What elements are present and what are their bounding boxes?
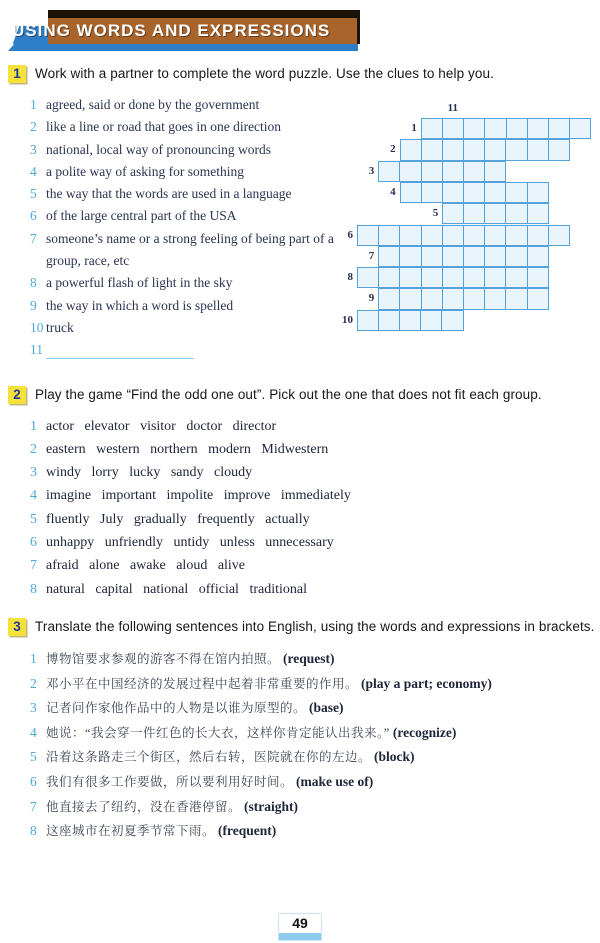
puzzle-cell[interactable] xyxy=(442,226,463,245)
sentence-number: 4 xyxy=(30,724,37,740)
puzzle-cell[interactable] xyxy=(505,183,526,202)
puzzle-cell[interactable] xyxy=(420,311,441,330)
sentence-number: 2 xyxy=(30,675,37,691)
puzzle-cell[interactable] xyxy=(441,311,462,330)
puzzle-cell[interactable] xyxy=(463,289,484,308)
puzzle-cell[interactable] xyxy=(484,226,505,245)
puzzle-cell[interactable] xyxy=(442,289,463,308)
puzzle-cell[interactable] xyxy=(569,119,590,138)
sentence-chinese: 这座城市在初夏季节常下雨。 xyxy=(46,824,216,839)
puzzle-cell[interactable] xyxy=(484,247,505,266)
clue-text: a polite way of asking for something xyxy=(46,163,244,179)
list-item xyxy=(30,295,360,317)
puzzle-cell[interactable] xyxy=(505,289,526,308)
puzzle-cell[interactable] xyxy=(421,226,442,245)
clue-number: 11 xyxy=(30,342,43,358)
puzzle-cell[interactable] xyxy=(505,204,526,223)
sentence-chinese: 邓小平在中国经济的发展过程中起着非常重要的作用。 xyxy=(46,676,359,691)
puzzle-cell[interactable] xyxy=(527,183,548,202)
puzzle-vertical-number: 11 xyxy=(447,102,459,114)
crossword-grid xyxy=(330,98,598,348)
puzzle-cell[interactable] xyxy=(484,119,505,138)
list-item xyxy=(30,317,360,339)
puzzle-row-7[interactable] xyxy=(378,246,548,267)
section3-instruction: Translate the following sentences into English, using the words and expressions in brackets. xyxy=(35,618,595,634)
puzzle-cell[interactable] xyxy=(443,204,463,223)
list-item xyxy=(30,531,600,554)
puzzle-cell[interactable] xyxy=(527,119,548,138)
sentence-hint: (request) xyxy=(283,650,335,666)
clue-number: 10 xyxy=(30,319,44,335)
group-number: 2 xyxy=(30,441,37,457)
puzzle-cell[interactable] xyxy=(527,204,548,223)
section-translation xyxy=(0,617,600,844)
section1-number-badge: 1 xyxy=(8,65,26,83)
list-item xyxy=(30,94,360,116)
puzzle-cell[interactable] xyxy=(527,247,548,266)
page-number: 49 xyxy=(292,915,308,931)
list-item xyxy=(30,672,600,697)
clue-text: the way that the words are used in a language xyxy=(46,186,292,202)
section-odd-one-out xyxy=(0,385,600,601)
page-number-bar xyxy=(279,933,321,940)
sentence-hint: (frequent) xyxy=(218,823,277,839)
puzzle-row-number: 6 xyxy=(347,228,353,241)
puzzle-row-number: 7 xyxy=(368,249,375,262)
list-item xyxy=(30,508,600,531)
puzzle-cell[interactable] xyxy=(506,119,527,138)
group-number: 5 xyxy=(30,511,37,527)
puzzle-row-6[interactable] xyxy=(357,225,570,246)
section1-instruction: Work with a partner to complete the word puzzle. Use the clues to help you. xyxy=(35,66,494,81)
group-words: fluently July gradually frequently actually xyxy=(46,511,310,527)
clue-number: 7 xyxy=(30,230,37,246)
puzzle-row-number: 4 xyxy=(390,185,396,198)
puzzle-cell[interactable] xyxy=(463,162,484,181)
group-number: 8 xyxy=(30,581,37,597)
puzzle-row-1[interactable] xyxy=(421,118,591,139)
puzzle-cell[interactable] xyxy=(399,289,420,308)
sentence-chinese: 记者问作家他作品中的人物是以谁为原型的。 xyxy=(46,701,307,716)
puzzle-cell[interactable] xyxy=(399,268,420,287)
clue-text: of the large central part of the USA xyxy=(46,208,237,224)
page-number-box xyxy=(278,913,322,941)
puzzle-cell[interactable] xyxy=(463,119,484,138)
group-words: eastern western northern modern Midwestern xyxy=(46,441,329,457)
puzzle-cell[interactable] xyxy=(505,268,526,287)
puzzle-cell[interactable] xyxy=(378,226,399,245)
puzzle-row-10[interactable] xyxy=(357,310,464,331)
puzzle-cell[interactable] xyxy=(442,247,463,266)
group-words: unhappy unfriendly untidy unless unnecessary xyxy=(46,535,334,551)
group-number: 3 xyxy=(30,465,37,481)
puzzle-cell[interactable] xyxy=(421,183,442,202)
clue-blank-line[interactable] xyxy=(46,345,194,359)
list-item xyxy=(30,272,360,294)
puzzle-cell[interactable] xyxy=(442,268,463,287)
clue-text: like a line or road that goes in one direction xyxy=(46,119,282,135)
puzzle-cell[interactable] xyxy=(421,289,442,308)
group-number: 7 xyxy=(30,558,37,574)
list-item xyxy=(30,415,600,438)
clue-list xyxy=(30,94,360,362)
list-item xyxy=(30,484,600,507)
sentence-chinese: 她说：“我会穿一件红色的长大衣，这样你肯定能认出我来。” xyxy=(46,725,390,740)
puzzle-cell[interactable] xyxy=(527,289,548,308)
puzzle-cell[interactable] xyxy=(548,140,569,159)
puzzle-cell[interactable] xyxy=(442,119,463,138)
clue-number: 8 xyxy=(30,275,37,291)
list-item xyxy=(30,745,600,770)
sentence-hint: (block) xyxy=(374,749,415,765)
puzzle-cell[interactable] xyxy=(463,140,484,159)
puzzle-row-number: 8 xyxy=(347,271,353,284)
puzzle-cell[interactable] xyxy=(399,226,420,245)
clue-number: 4 xyxy=(30,163,37,179)
section3-number-badge: 3 xyxy=(8,618,26,636)
clue-text: a powerful flash of light in the sky xyxy=(46,275,233,291)
clue-text: agreed, said or done by the government xyxy=(46,97,260,112)
group-number: 6 xyxy=(30,535,37,551)
puzzle-cell[interactable] xyxy=(422,119,442,138)
puzzle-row-4[interactable] xyxy=(400,182,549,203)
sentence-hint: (straight) xyxy=(244,798,299,814)
clue-number: 1 xyxy=(30,97,37,112)
puzzle-row-number: 1 xyxy=(411,122,417,134)
puzzle-row-number: 9 xyxy=(368,292,375,305)
puzzle-cell[interactable] xyxy=(358,311,378,330)
puzzle-cell[interactable] xyxy=(399,162,420,181)
puzzle-cell[interactable] xyxy=(548,119,569,138)
puzzle-cell[interactable] xyxy=(505,226,526,245)
clue-number: 3 xyxy=(30,141,37,157)
sentence-chinese: 博物馆要求参观的游客不得在馆内拍照。 xyxy=(46,651,281,666)
list-item xyxy=(30,205,360,227)
puzzle-cell[interactable] xyxy=(505,140,526,159)
list-item xyxy=(30,795,600,820)
clue-number: 5 xyxy=(30,186,37,202)
sentence-number: 7 xyxy=(30,798,37,814)
puzzle-row-number: 5 xyxy=(432,207,439,220)
list-item xyxy=(30,161,360,183)
group-words: actor elevator visitor doctor director xyxy=(46,418,277,434)
puzzle-cell[interactable] xyxy=(484,162,505,181)
puzzle-cell[interactable] xyxy=(399,311,420,330)
list-item xyxy=(30,183,360,205)
puzzle-cell[interactable] xyxy=(484,268,505,287)
list-item xyxy=(30,116,360,138)
group-words: windy lorry lucky sandy cloudy xyxy=(46,465,253,481)
puzzle-cell[interactable] xyxy=(463,183,484,202)
puzzle-cell[interactable] xyxy=(442,140,463,159)
puzzle-row-2[interactable] xyxy=(400,139,570,160)
puzzle-row-5[interactable] xyxy=(442,203,549,224)
puzzle-cell[interactable] xyxy=(484,183,505,202)
list-item xyxy=(30,139,360,161)
puzzle-cell[interactable] xyxy=(378,311,399,330)
puzzle-row-3[interactable] xyxy=(378,161,506,182)
list-item xyxy=(30,696,600,721)
puzzle-row-9[interactable] xyxy=(378,288,548,309)
group-number: 1 xyxy=(30,418,37,434)
clue-text: the way in which a word is spelled xyxy=(46,297,234,313)
list-item xyxy=(30,721,600,746)
sentence-number: 8 xyxy=(30,823,37,839)
group-words: imagine important impolite improve immediately xyxy=(46,488,351,504)
puzzle-cell[interactable] xyxy=(527,268,548,287)
sentence-chinese: 我们有很多工作要做，所以要利用好时间。 xyxy=(46,774,294,789)
puzzle-cell[interactable] xyxy=(527,226,548,245)
sentence-number: 1 xyxy=(30,650,37,666)
puzzle-cell[interactable] xyxy=(401,140,421,159)
list-item xyxy=(30,228,360,273)
sentence-hint: (base) xyxy=(309,700,344,716)
puzzle-cell[interactable] xyxy=(421,268,442,287)
section-word-puzzle xyxy=(0,64,600,362)
clue-text: national, local way of pronouncing words xyxy=(46,141,271,157)
clue-number: 9 xyxy=(30,297,37,313)
list-item xyxy=(30,819,600,844)
page-banner xyxy=(0,10,600,64)
puzzle-row-number: 10 xyxy=(342,313,353,326)
list-item xyxy=(30,438,600,461)
puzzle-cell[interactable] xyxy=(484,140,505,159)
puzzle-row-number: 3 xyxy=(368,164,375,177)
list-item xyxy=(30,578,600,601)
section2-number-badge: 2 xyxy=(8,386,26,404)
puzzle-cell[interactable] xyxy=(358,226,378,245)
puzzle-cell[interactable] xyxy=(379,162,399,181)
puzzle-cell[interactable] xyxy=(548,226,569,245)
puzzle-cell[interactable] xyxy=(378,268,399,287)
group-words: natural capital national official traditional xyxy=(46,581,307,597)
puzzle-cell[interactable] xyxy=(379,247,399,266)
sentence-hint: (make use of) xyxy=(296,773,374,789)
sentence-number: 6 xyxy=(30,773,37,789)
puzzle-row-8[interactable] xyxy=(357,267,549,288)
puzzle-cell[interactable] xyxy=(442,183,463,202)
clue-text: someone’s name or a strong feeling of being part of a group, race, etc xyxy=(46,230,334,269)
puzzle-cell[interactable] xyxy=(463,247,484,266)
translation-list xyxy=(30,647,600,844)
clue-text: truck xyxy=(46,319,74,335)
puzzle-cell[interactable] xyxy=(505,247,526,266)
puzzle-cell[interactable] xyxy=(401,183,421,202)
puzzle-cell[interactable] xyxy=(421,140,442,159)
puzzle-cell[interactable] xyxy=(484,289,505,308)
puzzle-cell[interactable] xyxy=(442,162,463,181)
puzzle-cell[interactable] xyxy=(421,247,442,266)
puzzle-cell[interactable] xyxy=(463,268,484,287)
section2-instruction: Play the game “Find the odd one out”. Pick out the one that does not fit each group. xyxy=(35,386,542,402)
list-item xyxy=(30,770,600,795)
sentence-hint: (play a part; economy) xyxy=(361,675,492,691)
puzzle-row-number: 2 xyxy=(390,143,396,156)
list-item xyxy=(30,647,600,672)
sentence-number: 5 xyxy=(30,749,37,765)
puzzle-cell[interactable] xyxy=(399,247,420,266)
puzzle-cell[interactable] xyxy=(463,226,484,245)
puzzle-cell[interactable] xyxy=(379,289,399,308)
word-group-list xyxy=(30,415,600,601)
list-item xyxy=(30,554,600,577)
group-number: 4 xyxy=(30,488,37,504)
list-item xyxy=(30,461,600,484)
sentence-chinese: 他直接去了纽约，没在香港停留。 xyxy=(46,799,242,814)
sentence-chinese: 沿着这条路走三个街区，然后右转，医院就在你的左边。 xyxy=(46,750,372,765)
sentence-number: 3 xyxy=(30,700,37,716)
sentence-hint: (recognize) xyxy=(392,724,457,740)
page-title: USING WORDS AND EXPRESSIONS xyxy=(12,21,331,40)
clue-number: 2 xyxy=(30,119,37,135)
clue-number: 6 xyxy=(30,208,37,224)
puzzle-cell[interactable] xyxy=(484,204,505,223)
list-item xyxy=(30,339,360,361)
puzzle-cell[interactable] xyxy=(358,268,378,287)
puzzle-cell[interactable] xyxy=(421,162,442,181)
puzzle-cell[interactable] xyxy=(527,140,548,159)
puzzle-cell[interactable] xyxy=(463,204,484,223)
group-words: afraid alone awake aloud alive xyxy=(46,558,246,574)
